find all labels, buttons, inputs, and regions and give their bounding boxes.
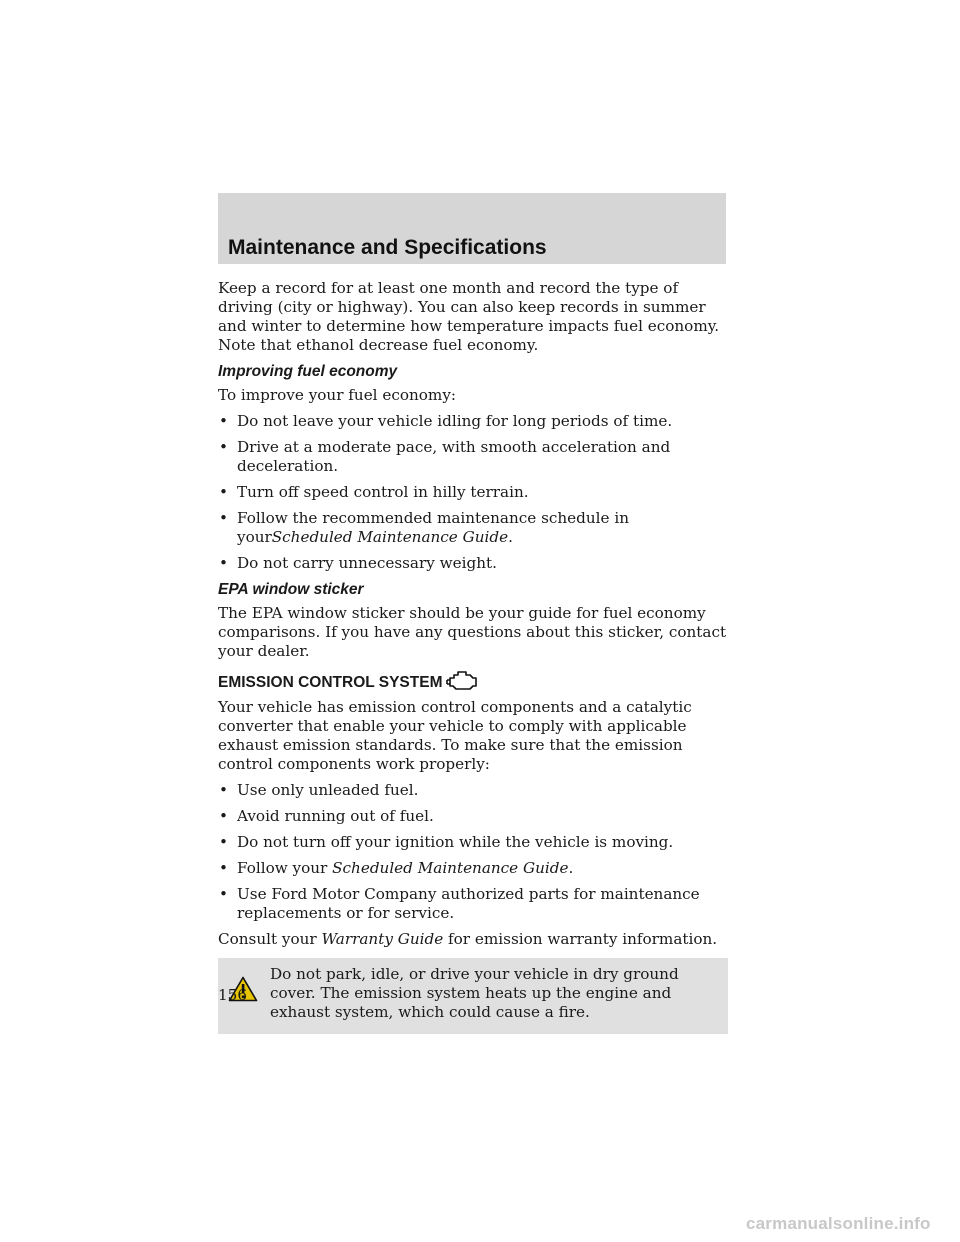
improving-lead: To improve your fuel economy:: [218, 386, 457, 404]
warning-box: [218, 958, 728, 1034]
emission-list: [218, 781, 728, 923]
warranty-guide-reference: Warranty Guide: [321, 930, 444, 948]
list-item: • Drive at a moderate pace, with smooth acceleration and deceleration.: [219, 438, 671, 475]
emission-heading: [218, 668, 728, 692]
emission-heading-text: EMISSION CONTROL SYSTEM: [218, 674, 443, 691]
list-item: • Do not leave your vehicle idling for long periods of time.: [219, 412, 673, 430]
watermark: carmanualsonline.info: [746, 1214, 931, 1233]
guide-reference: Scheduled Maintenance Guide: [271, 528, 509, 546]
list-item: • Do not carry unnecessary weight.: [219, 554, 497, 572]
list-item: • Do not turn off your ignition while the vehicle is moving.: [219, 833, 674, 851]
list-item: • Follow your Scheduled Maintenance Guide.: [219, 859, 574, 877]
list-item: • Avoid running out of fuel.: [219, 807, 434, 825]
page-number: 156: [218, 986, 247, 1004]
page-content: [218, 279, 728, 1034]
improving-list: [218, 412, 728, 573]
engine-icon: [445, 668, 479, 692]
epa-heading: EPA window sticker: [218, 581, 364, 598]
warning-text: Do not park, idle, or drive your vehicle in dry ground cover. The emission system heats up the engine and exhaust system, which could cause a fire.: [270, 965, 679, 1021]
guide-reference: Scheduled Maintenance Guide: [332, 859, 569, 877]
list-item: • Use Ford Motor Company authorized parts for maintenance replacements or for service.: [219, 885, 700, 922]
section-title: Maintenance and Specifications: [228, 236, 547, 259]
epa-paragraph: The EPA window sticker should be your guide for fuel economy comparisons. If you have any questions about this sticker, contact your dealer.: [218, 604, 727, 660]
emission-paragraph: Your vehicle has emission control components and a catalytic converter that enable your vehicle to comply with applicable exhaust emission standards. To make sure that the emission control components work properly:: [218, 698, 692, 773]
list-item: • Use only unleaded fuel.: [219, 781, 419, 799]
list-item: • Turn off speed control in hilly terrain.: [219, 483, 529, 501]
consult-paragraph: Consult your Warranty Guide for emission warranty information.: [218, 930, 718, 948]
intro-paragraph: Keep a record for at least one month and record the type of driving (city or highway). You can also keep records in summer and winter to determine how temperature impacts fuel economy. Note that ethanol decrease fuel economy.: [218, 279, 720, 354]
section-header-band: [218, 193, 726, 264]
list-item: • Follow the recommended maintenance schedule in yourScheduled Maintenance Guide.: [219, 509, 629, 546]
improving-heading: Improving fuel economy: [218, 363, 398, 380]
